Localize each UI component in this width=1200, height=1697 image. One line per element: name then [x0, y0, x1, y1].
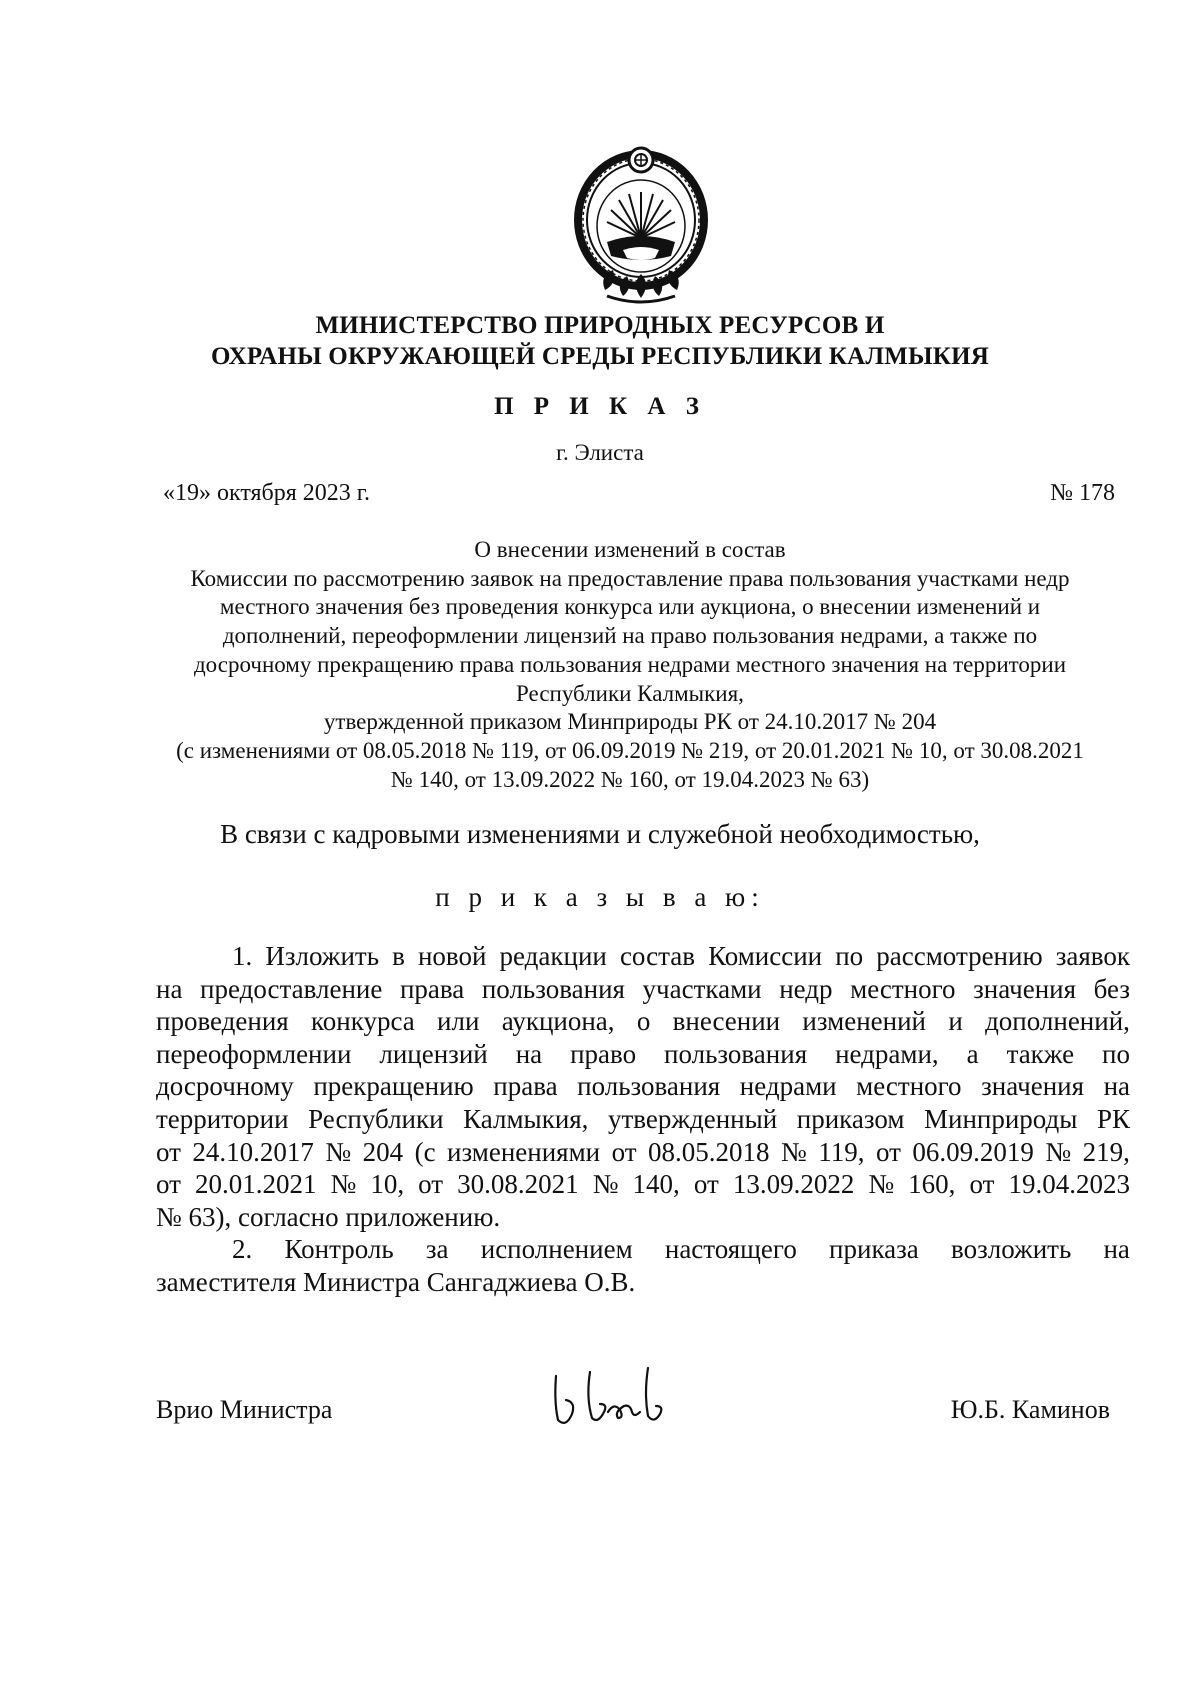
document-type: П Р И К А З — [494, 393, 706, 420]
word: 19.04.2023 — [1008, 1169, 1130, 1200]
word: значения — [973, 973, 1077, 1004]
word: редакции — [499, 941, 607, 971]
word: Контроль — [284, 1234, 394, 1265]
handwritten-signature — [548, 1362, 678, 1432]
word: 20.01.2021 — [195, 1169, 317, 1200]
word: и — [948, 1006, 963, 1037]
word: на — [156, 973, 183, 1004]
word: недрами, — [835, 1038, 939, 1069]
title-line: Республики Калмыкия, — [516, 680, 744, 706]
word: Комиссии — [708, 941, 823, 971]
word: за — [425, 1234, 449, 1265]
body-line — [156, 1038, 1130, 1071]
word: дополнений, — [985, 1006, 1130, 1037]
title-line: (с изменениями от 08.05.2018 № 119, от 06.09.2019 № 219, от 20.01.2021 № 10, от 30.08.2021 — [176, 737, 1084, 763]
word: от — [418, 1169, 444, 1200]
word: рассмотрению — [876, 941, 1043, 971]
word: пользования — [481, 973, 625, 1004]
word: от — [969, 1169, 995, 1200]
word: № — [781, 1136, 807, 1167]
word: РК — [1096, 1103, 1130, 1134]
title-line: О внесении изменений в состав — [474, 537, 786, 562]
ministry-name-line2: ОХРАНЫ ОКРУЖАЮЩЕЙ СРЕДЫ РЕСПУБЛИКИ КАЛМЫКИЯ — [210, 343, 989, 370]
word: недр — [779, 973, 833, 1004]
word: по — [835, 941, 864, 971]
word: значения — [981, 1071, 1085, 1102]
title-line: досрочному прекращению права пользования недрами местного значения на территории — [193, 651, 1067, 677]
body-line: № 63), согласно приложению. — [156, 1201, 501, 1232]
body-line — [156, 940, 1130, 973]
signatory-name: Ю.Б. Каминов — [950, 1395, 1110, 1424]
word: пользования — [664, 1038, 808, 1069]
word: права — [399, 973, 465, 1004]
word: настоящего — [664, 1234, 797, 1265]
word: также — [1006, 1038, 1075, 1069]
word: аукциона, — [501, 1006, 615, 1037]
title-line: местного значения без проведения конкурса или аукциона, о внесении изменений и — [219, 594, 1041, 620]
word: проведения — [156, 1006, 289, 1037]
order-number: № 178 — [1050, 480, 1115, 506]
word: или — [437, 1006, 480, 1037]
word: № — [330, 1169, 357, 1200]
word: о — [636, 1006, 651, 1037]
word: 2. — [232, 1234, 253, 1265]
word: Калмыкия, — [463, 1103, 589, 1134]
order-date: «19» октября 2023 г. — [163, 480, 370, 506]
body-line — [156, 973, 1130, 1006]
word: лицензий — [379, 1038, 488, 1069]
word: приказом — [796, 1103, 905, 1134]
preamble: В связи с кадровыми изменениями и служебной необходимостью, — [220, 819, 980, 849]
signatory-title: Врио Министра — [156, 1395, 333, 1424]
word: № — [592, 1169, 619, 1200]
word: заявок — [1055, 941, 1130, 971]
word: приказа — [829, 1234, 919, 1265]
word: на — [1103, 1234, 1130, 1265]
word: пользования — [577, 1071, 721, 1102]
word: а — [966, 1038, 979, 1069]
word: 140, — [632, 1169, 680, 1200]
word: без — [1093, 973, 1130, 1004]
word: 13.09.2022 — [732, 1169, 855, 1200]
word: переоформлении — [156, 1038, 352, 1069]
word: 160, — [908, 1169, 956, 1200]
word: 1. — [232, 941, 253, 971]
word: в — [392, 941, 405, 971]
word: от — [156, 1169, 181, 1200]
word: по — [1102, 1038, 1130, 1069]
word: (с — [414, 1136, 436, 1167]
word: местного — [850, 973, 956, 1004]
body-line — [156, 1168, 1130, 1201]
body-line — [156, 1103, 1130, 1136]
body-line — [156, 1136, 1130, 1169]
word: 30.08.2021 — [457, 1169, 579, 1200]
body-line — [156, 1005, 1130, 1038]
word: № — [868, 1169, 895, 1200]
word: утвержденный — [607, 1103, 778, 1134]
word: от — [693, 1169, 719, 1200]
order-title — [150, 536, 1110, 794]
word: участками — [642, 973, 762, 1004]
word: 08.05.2018 — [648, 1136, 770, 1167]
word: № — [325, 1136, 352, 1167]
word: местного — [856, 1071, 962, 1102]
word: № — [1045, 1136, 1072, 1167]
word: 06.09.2019 — [912, 1136, 1034, 1167]
ministry-name-line1: МИНИСТЕРСТВО ПРИРОДНЫХ РЕСУРСОВ И — [315, 312, 885, 339]
word: новой — [417, 941, 487, 971]
body-line: заместителя Министра Сангаджиева О.В. — [156, 1266, 636, 1297]
title-line: утвержденной приказом Минприроды РК от 24.10.2017 № 204 — [323, 709, 937, 735]
word: на — [1103, 1071, 1130, 1102]
word: от — [611, 1136, 637, 1167]
title-line: № 140, от 13.09.2022 № 160, от 19.04.2023 № 63) — [390, 766, 870, 792]
word: 119, — [818, 1136, 865, 1167]
word: от — [156, 1136, 181, 1167]
word: недрами — [739, 1071, 837, 1102]
body-line — [156, 1233, 1130, 1266]
word: прекращению — [313, 1071, 474, 1102]
word: изменений — [802, 1006, 927, 1037]
word: 10, — [370, 1169, 405, 1200]
emblem-icon — [567, 146, 715, 308]
word: изменениями — [447, 1136, 601, 1167]
word: досрочному — [156, 1071, 294, 1102]
city: г. Элиста — [556, 440, 644, 465]
order-word: п р и к а з ы в а ю: — [435, 882, 765, 912]
word: возложить — [951, 1234, 1072, 1265]
word: конкурса — [311, 1006, 415, 1037]
word: 204 — [362, 1136, 404, 1167]
word: состав — [619, 941, 695, 971]
word: 219, — [1082, 1136, 1130, 1167]
word: право — [570, 1038, 637, 1069]
word: исполнением — [480, 1234, 633, 1265]
word: от — [875, 1136, 901, 1167]
word: Минприроды — [924, 1103, 1078, 1134]
word: Изложить — [265, 941, 380, 971]
word: внесении — [672, 1006, 781, 1037]
title-line: дополнений, переоформлении лицензий на право пользования недрами, а также по — [222, 623, 1038, 649]
word: территории — [156, 1103, 289, 1134]
word: права — [493, 1071, 558, 1102]
word: Республики — [308, 1103, 444, 1134]
title-line: Комиссии по рассмотрению заявок на предоставление права пользования участками недр — [190, 565, 1070, 591]
body-line — [156, 1070, 1130, 1103]
order-body — [156, 940, 1130, 1299]
word: предоставление — [200, 973, 383, 1004]
word: на — [515, 1038, 543, 1069]
word: 24.10.2017 — [192, 1136, 314, 1167]
